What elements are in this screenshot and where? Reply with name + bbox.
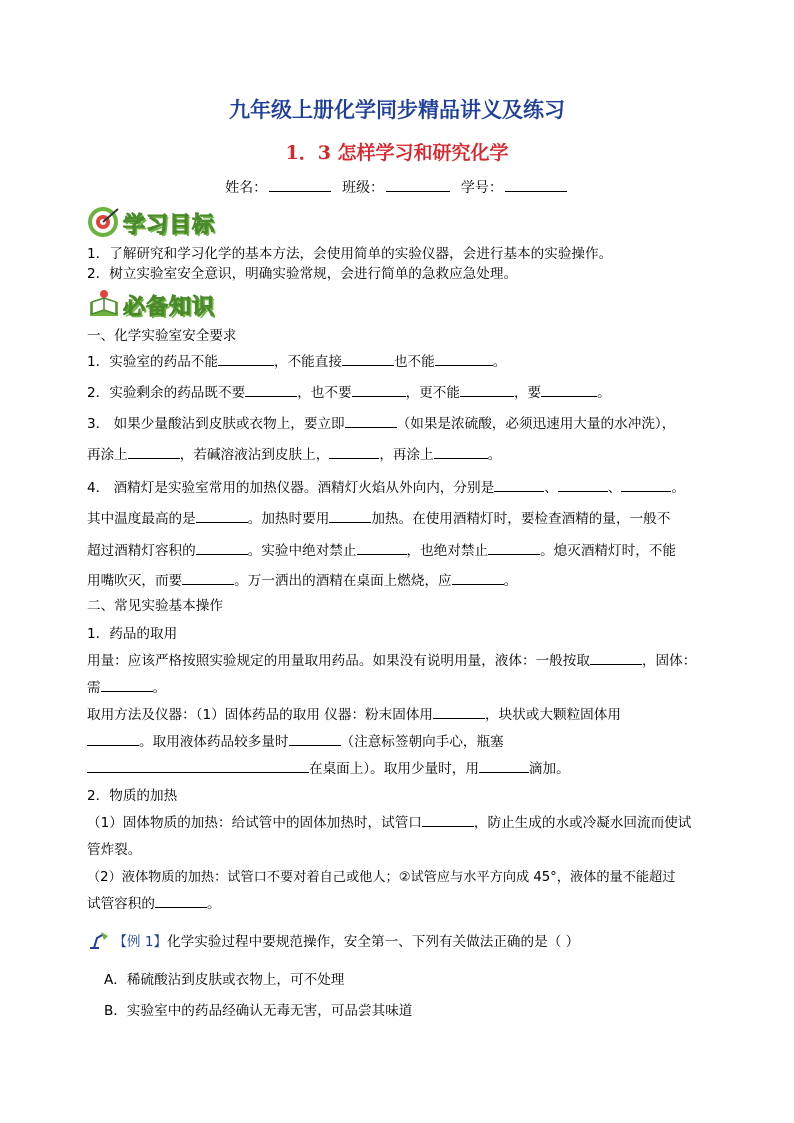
item-1: 1．实验室的药品不能 ，不能直接 也不能 。 — [87, 354, 507, 370]
knowledge-badge-label: 必备知识 — [123, 295, 216, 320]
student-info-row — [0, 177, 794, 197]
document-title: 九年级上册化学同步精品讲义及练习 — [229, 97, 565, 122]
goal-item-2: 2．树立实验室安全意识，明确实验常规，会进行简单的急救应急处理。 — [87, 266, 518, 282]
take-line-a: 取用方法及仪器：（1）固体药品的取用 仪器：粉末固体用 ，块状或大颗粒固体用 — [87, 707, 621, 723]
item-4b: 其中温度最高的是 。加热时要用 加热。在使用酒精灯时，要检查酒精的量，一般不 — [87, 511, 671, 527]
take-line-c: 在桌面上）。取用少量时，用 滴加。 — [87, 761, 717, 778]
name-label: 姓名： — [225, 180, 268, 196]
goals-badge-label: 学习目标 — [123, 213, 216, 238]
lamp-icon — [87, 930, 109, 950]
heat-line-1b: 管炸裂。 — [87, 842, 142, 858]
item-3b: 再涂上 ，若碱溶液沾到皮肤上， ，再涂上 。 — [87, 447, 502, 463]
heading-safety: 一、化学实验室安全要求 — [87, 328, 237, 344]
item-4c: 超过酒精灯容积的 。实验中绝对禁止 ，也绝对禁止 。熄灭酒精灯时，不能 — [87, 543, 676, 559]
option-b[interactable]: B．实验室中的药品经确认无毒无害，可品尝其味道 — [104, 1003, 413, 1019]
heading-operations: 二、常见实验基本操作 — [87, 598, 223, 614]
class-blank[interactable] — [386, 178, 450, 192]
dose-line-a: 用量：应该严格按照实验规定的用量取用药品。如果没有说明用量，液体：一般按取 ，固体： — [87, 653, 697, 669]
example-question-text: 化学实验过程中要规范操作，安全第一、下列有关做法正确的是（ ） — [167, 934, 580, 950]
example-question — [87, 930, 717, 951]
take-line-b: 。取用液体药品较多量时 （注意标签朝向手心，瓶塞 — [87, 734, 717, 751]
target-icon — [87, 206, 121, 238]
id-blank[interactable] — [505, 178, 567, 192]
item-4a: 4． 酒精灯是实验室常用的加热仪器。酒精灯火焰从外向内，分别是 、 、 。 — [87, 480, 685, 496]
item-2: 2．实验剩余的药品既不要 ，也不要 ，更不能 ，要 。 — [87, 385, 611, 401]
dose-line-b: 需 。 — [87, 680, 167, 696]
heat-line-1a: （1）固体物质的加热：给试管中的固体加热时，试管口 ，防止生成的水或冷凝水回流而使试 — [87, 815, 692, 831]
id-label: 学号： — [460, 180, 503, 196]
goal-item-1: 1．了解研究和学习化学的基本方法，会使用简单的实验仪器，会进行基本的实验操作。 — [87, 246, 613, 262]
heat-line-2b: 试管容积的 。 — [87, 896, 221, 912]
item-4d: 用嘴吹灭，而要 。万一洒出的酒精在桌面上燃烧，应 。 — [87, 573, 518, 589]
heat-line-2a: （2）液体物质的加热：试管口不要对着自己或他人；②试管应与水平方向成 45°，液体的量不能超过 — [87, 870, 676, 885]
item-3a: 3． 如果少量酸沾到皮肤或衣物上，要立即 （如果是浓硫酸，必须迅速用大量的水冲洗）， — [87, 416, 676, 432]
example-tag: 【例 1】 — [113, 934, 168, 950]
option-a[interactable]: A．稀硫酸沾到皮肤或衣物上，可不处理 — [104, 972, 345, 988]
class-label: 班级： — [342, 180, 384, 196]
name-blank[interactable] — [269, 178, 331, 192]
subheading-taking: 1．药品的取用 — [87, 626, 178, 642]
subheading-heating: 2．物质的加热 — [87, 788, 178, 804]
lesson-title: 1．3 怎样学习和研究化学 — [285, 142, 509, 164]
book-icon — [87, 288, 121, 320]
